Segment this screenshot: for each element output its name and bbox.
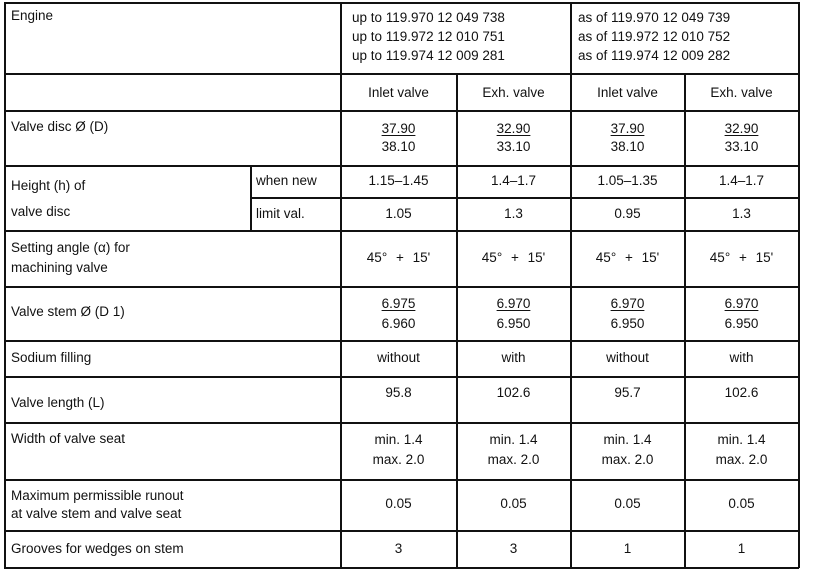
- sodium-value: without: [377, 350, 420, 365]
- grooves-value: 1: [623, 541, 632, 556]
- seat-value-max: max. 2.0: [487, 452, 540, 467]
- runout-value: 0.05: [385, 496, 412, 511]
- grooves-value: 3: [509, 541, 518, 556]
- column-header: Inlet valve: [368, 85, 429, 100]
- engine-range-as-of-1: as of 119.970 12 049 739: [578, 10, 731, 25]
- height-limit-value: 1.3: [732, 206, 751, 221]
- engine-range-up-to-2: up to 119.972 12 010 751: [352, 29, 505, 44]
- engine-range-up-to-1: up to 119.970 12 049 738: [352, 10, 505, 25]
- height-limit-value: 0.95: [614, 206, 641, 221]
- sublabel-when-new: when new: [256, 173, 317, 188]
- seat-value-max: max. 2.0: [715, 452, 768, 467]
- stem-value-min: 6.950: [724, 316, 759, 331]
- rule-after-engine: [4, 73, 799, 75]
- stem-value-max: 6.975: [381, 296, 416, 311]
- column-header: Inlet valve: [597, 85, 658, 100]
- row-label-grooves: Grooves for wedges on stem: [11, 541, 184, 556]
- disc-value-min: 37.90: [381, 121, 416, 136]
- runout-value: 0.05: [614, 496, 641, 511]
- row-label-angle-1: Setting angle (α) for: [11, 240, 130, 255]
- height-new-value: 1.15–1.45: [368, 173, 429, 188]
- sodium-value: without: [606, 350, 649, 365]
- disc-value-max: 33.10: [724, 139, 759, 154]
- rule-after-runout: [4, 530, 799, 532]
- stem-value-max: 6.970: [496, 296, 531, 311]
- sodium-value: with: [501, 350, 526, 365]
- rule-height-mid: [250, 197, 799, 199]
- rule-height-sub: [250, 165, 252, 231]
- disc-value-min: 32.90: [496, 121, 531, 136]
- seat-value-min: min. 1.4: [717, 432, 766, 447]
- height-new-value: 1.05–1.35: [597, 173, 658, 188]
- rule-after-height: [4, 230, 799, 232]
- disc-value-max: 33.10: [496, 139, 531, 154]
- column-header: Exh. valve: [710, 85, 773, 100]
- height-limit-value: 1.05: [385, 206, 412, 221]
- rule-after-columns: [4, 110, 799, 112]
- rule-after-angle: [4, 286, 799, 288]
- sublabel-limit: limit val.: [256, 206, 305, 221]
- seat-value-max: max. 2.0: [601, 452, 654, 467]
- height-new-value: 1.4–1.7: [490, 173, 537, 188]
- grooves-value: 1: [737, 541, 746, 556]
- stem-value-min: 6.950: [610, 316, 645, 331]
- rule-after-sodium: [4, 376, 799, 378]
- height-limit-value: 1.3: [504, 206, 523, 221]
- length-value: 102.6: [724, 385, 759, 400]
- column-header: Exh. valve: [482, 85, 545, 100]
- engine-range-up-to-3: up to 119.974 12 009 281: [352, 48, 505, 63]
- row-label-runout-2: at valve stem and valve seat: [11, 506, 182, 521]
- row-label-height-2: valve disc: [11, 204, 71, 219]
- seat-value-min: min. 1.4: [603, 432, 652, 447]
- row-label-angle-2: machining valve: [11, 260, 108, 275]
- length-value: 95.8: [385, 385, 412, 400]
- angle-value: 45° + 15': [366, 250, 431, 265]
- seat-value-min: min. 1.4: [489, 432, 538, 447]
- stem-value-max: 6.970: [610, 296, 645, 311]
- angle-value: 45° + 15': [481, 250, 546, 265]
- rule-top: [4, 2, 799, 4]
- row-label-valve-length: Valve length (L): [11, 395, 105, 410]
- disc-value-min: 37.90: [610, 121, 645, 136]
- length-value: 102.6: [496, 385, 531, 400]
- stem-value-min: 6.960: [381, 316, 416, 331]
- engine-label: Engine: [11, 8, 54, 23]
- grooves-value: 3: [394, 541, 403, 556]
- rule-right: [798, 2, 800, 568]
- row-label-sodium: Sodium filling: [11, 350, 92, 365]
- rule-after-length: [4, 422, 799, 424]
- row-label-valve-seat: Width of valve seat: [11, 431, 126, 446]
- angle-value: 45° + 15': [595, 250, 660, 265]
- stem-value-max: 6.970: [724, 296, 759, 311]
- disc-value-max: 38.10: [381, 139, 416, 154]
- angle-value: 45° + 15': [709, 250, 774, 265]
- row-label-valve-disc: Valve disc Ø (D): [11, 119, 109, 134]
- runout-value: 0.05: [728, 496, 755, 511]
- disc-value-min: 32.90: [724, 121, 759, 136]
- sodium-value: with: [729, 350, 754, 365]
- rule-bottom: [4, 567, 799, 569]
- rule-after-stem: [4, 340, 799, 342]
- row-label-height-1: Height (h) of: [11, 178, 86, 193]
- engine-range-as-of-3: as of 119.974 12 009 282: [578, 48, 731, 63]
- rule-after-seat: [4, 479, 799, 481]
- seat-value-min: min. 1.4: [374, 432, 423, 447]
- rule-left: [4, 2, 6, 568]
- runout-value: 0.05: [500, 496, 527, 511]
- row-label-valve-stem: Valve stem Ø (D 1): [11, 304, 125, 319]
- length-value: 95.7: [614, 385, 641, 400]
- seat-value-max: max. 2.0: [372, 452, 425, 467]
- height-new-value: 1.4–1.7: [718, 173, 765, 188]
- rule-after-disc: [4, 165, 799, 167]
- row-label-runout-1: Maximum permissible runout: [11, 488, 184, 503]
- engine-range-as-of-2: as of 119.972 12 010 752: [578, 29, 731, 44]
- disc-value-max: 38.10: [610, 139, 645, 154]
- stem-value-min: 6.950: [496, 316, 531, 331]
